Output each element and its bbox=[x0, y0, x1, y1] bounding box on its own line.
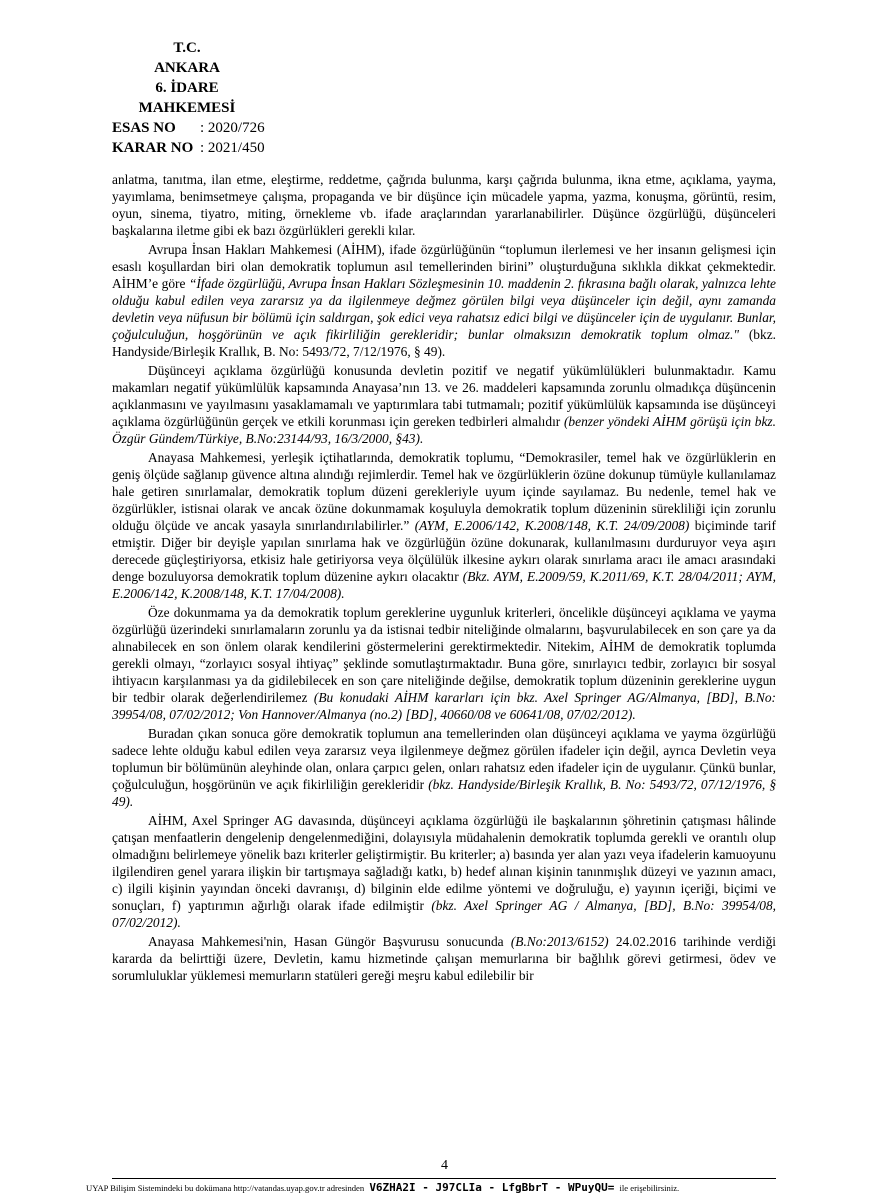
footer-prefix: UYAP Bilişim Sistemindeki bu dokümana http://vatandas.uyap.gov.tr adresinden bbox=[86, 1183, 365, 1193]
page-number: 4 bbox=[441, 1158, 448, 1173]
paragraph-1 bbox=[112, 171, 776, 239]
footer-note bbox=[86, 1181, 806, 1195]
verification-code: V6ZHA2I - J97CLIa - LfgBbrT - WPuyQU= bbox=[369, 1181, 615, 1194]
document-body bbox=[112, 171, 776, 986]
footer-divider bbox=[112, 1178, 776, 1179]
paragraph-text: Buradan çıkan sonuca göre demokratik toplumun ana temellerinden olan düşünceyi açıklama ve yayma özgürlüğü sadece lehte olduğu kabul edilen veya zararsız veya ilgilenmeye değmez görülen ifadeler için değil, ayrıca Devletin veya toplumun bir bölümünün aleyhinde olan, onlara çarpıcı gelen, onları rahatsız eden ifadeler için de uygulanır. Çünkü bunlar, çoğulculuğun, hoşgörünün ve açık fikirliliğin gerekleridir bbox=[112, 726, 776, 792]
karar-no-value: : 2021/450 bbox=[200, 140, 265, 156]
paragraph-3 bbox=[112, 362, 776, 447]
paragraph-text-tail: biçiminde tarif etmiştir. Diğer bir deyişle yapılan sınırlama hak ve özgürlüğün özüne dokunarak, kullanılmasını durduruyor veya aşırı derecede güçleştiriyorsa, etkisiz hale getiriyorsa veya ölçülülük ilkesine aykırı olarak sınırlama aracı ile amacı arasındaki denge bozuluyorsa demokratik toplum düzenine aykırı olacaktır bbox=[112, 518, 776, 584]
paragraph-text-tail: (bkz. Handyside/Birleşik Krallık, B. No: 5493/72, 7/12/1976, § 49). bbox=[112, 327, 776, 359]
paragraph-8 bbox=[112, 933, 776, 984]
paragraph-text: Öze dokunmama ya da demokratik toplum gereklerine uygunluk kriterleri, öncelikle düşünceyi açıklama ve yayma özgürlüğü üzerindeki sınırlamaların zorunlu ya da istisnai tedbir niteliğinde olmalarını, başvurulabilecek en son çare ya da alınabilecek en son önlem olarak kendilerini göstermelerini gerektirmektedir. Nitekim, AİHM de demokratik toplumda gerekli olmayı, “zorlayıcı sosyal ihtiyaç” şeklinde somutlaştırmaktadır. Buna göre, sınırlayıcı tedbir, zorlayıcı bir sosyal ihtiyacın karşılanması ya da gidilebilecek en son çare niteliğinde değilse, demokratik toplum düzeninin gereklerine uygun bir tedbir olarak değerlendirilemez bbox=[112, 605, 776, 705]
paragraph-citation: (B.No:2013/6152) bbox=[510, 934, 609, 949]
esas-no-value: : 2020/726 bbox=[200, 120, 265, 136]
paragraph-citation: (bkz. Axel Springer AG / Almanya, [BD], B.No: 39954/08, 07/02/2012). bbox=[112, 898, 776, 930]
paragraph-text: Avrupa İnsan Hakları Mahkemesi (AİHM), ifade özgürlüğünün “toplumun ilerlemesi ve her insanın gelişmesi için esaslı koşullardan biri olan demokratik toplumun asıl temellerinden birini” oluşturduğuna sıklıkla dikkat çekmektedir. AİHM’e göre bbox=[112, 242, 776, 291]
esas-no-row bbox=[112, 118, 312, 138]
header-court: 6. İDARE MAHKEMESİ bbox=[138, 80, 236, 116]
paragraph-text: AİHM, Axel Springer AG davasında, düşünceyi açıklama özgürlüğü ile başkalarının şöhretinin çatışması hâlinde çatışan menfaatlerin dengelenip dengelenmediğini, dolayısıyla müdahalenin demokratik toplumda gerekli ve orantılı olup olmadığını belirlemeye yönelik bazı kriterler geliştirmiştir. Bu kriterler; a) basında yer alan yazı veya ifadelerin kamuoyunu ilgilendiren genel yarara ilişkin bir tartışmaya sağladığı katkı, b) hedef alınan kişinin tanınmışlık düzeyi ve yazının amacı, c) ilgili kişinin yayından önceki davranışı, d) bilginin elde edilme yöntemi ve doğruluğu, e) yayının içeriği, biçimi ve sonuçları, f) yaptırımın ağırlığı olarak ifade edilmiştir bbox=[112, 813, 776, 913]
paragraph-text: Düşünceyi açıklama özgürlüğü konusunda devletin pozitif ve negatif yükümlülükleri bulunmaktadır. Kamu makamları negatif yükümlülük kapsamında Anayasa’nın 13. ve 26. maddeleri kapsamında zorunlu olmadıkça düşüncenin açıklanmasını ve yayılmasını yasaklamamalı ve yaptırımlara tabi tutmamalı; pozitif yükümlülük kapsamında ise düşünceyi açıklama özgürlüğünün gerçek ve etkili korunması için gereken tedbirleri almalıdır bbox=[112, 363, 776, 429]
paragraph-4 bbox=[112, 449, 776, 602]
karar-no-row bbox=[112, 138, 312, 158]
paragraph-text: anlatma, tanıtma, ilan etme, eleştirme, reddetme, çağrıda bulunma, karşı çağrıda bulunma, ikna etme, açıklama, yayma, yayımlama, benimsetmeye çalışma, propaganda ve bir düşünce için mücadele yapma, yazma, konuşma, görüntü, resim, oyun, sinema, tiyatro, miting, örnekleme vb. ifade araçlarından yararlanabilirler. Düşünce özgürlüğü, düşünceleri başkalarına iletme gibi ek bazı özgürlükleri gerekli kılar. bbox=[112, 172, 776, 238]
paragraph-5 bbox=[112, 604, 776, 723]
esas-no-label: ESAS NO bbox=[112, 120, 176, 136]
paragraph-text: Anayasa Mahkemesi'nin, Hasan Güngör Başvurusu sonucunda bbox=[148, 934, 511, 949]
paragraph-2 bbox=[112, 241, 776, 360]
paragraph-citation: (benzer yöndeki AİHM görüşü için bkz. Özgür Gündem/Türkiye, B.No:23144/93, 16/3/2000, §43). bbox=[112, 414, 776, 446]
paragraph-citation: (AYM, E.2006/142, K.2008/148, K.T. 24/09/2008) bbox=[414, 518, 690, 533]
document-header bbox=[112, 38, 312, 158]
header-tc: T.C. bbox=[173, 40, 201, 56]
header-city: ANKARA bbox=[154, 60, 220, 76]
paragraph-text-tail: 24.02.2016 tarihinde verdiği kararda da belirttiği üzere, Devletin, kamu hizmetinde çalışan memurlarına bir bağlılık görevi getirmesi, ödev ve sorumluluklar yüklemesi memurların statüleri gereği meşru kabul edilebilir bir bbox=[112, 934, 777, 983]
paragraph-citation-2: (Bkz. AYM, E.2009/59, K.2011/69, K.T. 28/04/2011; AYM, E.2006/142, K.2008/148, K.T. 17/04/2008). bbox=[112, 569, 776, 601]
paragraph-citation: (bkz. Handyside/Birleşik Krallık, B. No: 5493/72, 07/12/1976, § 49). bbox=[112, 777, 777, 809]
paragraph-6 bbox=[112, 725, 776, 810]
paragraph-text: Anayasa Mahkemesi, yerleşik içtihatlarında, demokratik toplumu, “Demokrasiler, temel hak ve özgürlüklerin en geniş ölçüde sağlanıp güvence altına alındığı rejimlerdir. Temel hak ve özgürlüklerin özüne dokunup tümüyle kullanılamaz hale getiren sınırlamalar, demokratik toplum düzeni gerekleriyle uyum içinde sayılamaz. Bu nedenle, temel hak ve özgürlükler, istisnai olarak ve ancak özüne dokunmamak koşuluyla demokratik toplum düzeninin sürekliliği için zorunlu olduğu ölçüde ve ancak yasayla sınırlandırılabilirler.” bbox=[112, 450, 776, 533]
karar-no-label: KARAR NO bbox=[112, 140, 194, 156]
paragraph-7 bbox=[112, 812, 776, 931]
paragraph-citation: (Bu konudaki AİHM kararları için bkz. Axel Springer AG/Almanya, [BD], B.No: 39954/08, 07/02/2012; Von Hannover/Almanya (no.2) [BD], 40660/08 ve 60641/08, 07/02/2012). bbox=[112, 690, 776, 722]
paragraph-citation: “İfade özgürlüğü, Avrupa İnsan Hakları Sözleşmesinin 10. maddenin 2. fıkrasına bağlı olarak, yalnızca lehte olduğu kabul edilen veya zararsız ya da ilgilenmeye değmez görülen bilgi veya düşünceler için değil, aynı zamanda devletin veya nüfusun bir bölümü için saldırgan, şok edici veya rahatsız edici bilgi ve düşünceler için de uygulanır. Bunlar, çoğulculuğun, hoşgörünün ve açık fikirliliğin gerekleridir; bunlar olmaksızın demokratik toplum olmaz." bbox=[112, 276, 776, 342]
footer-suffix: ile erişebilirsiniz. bbox=[619, 1183, 680, 1193]
